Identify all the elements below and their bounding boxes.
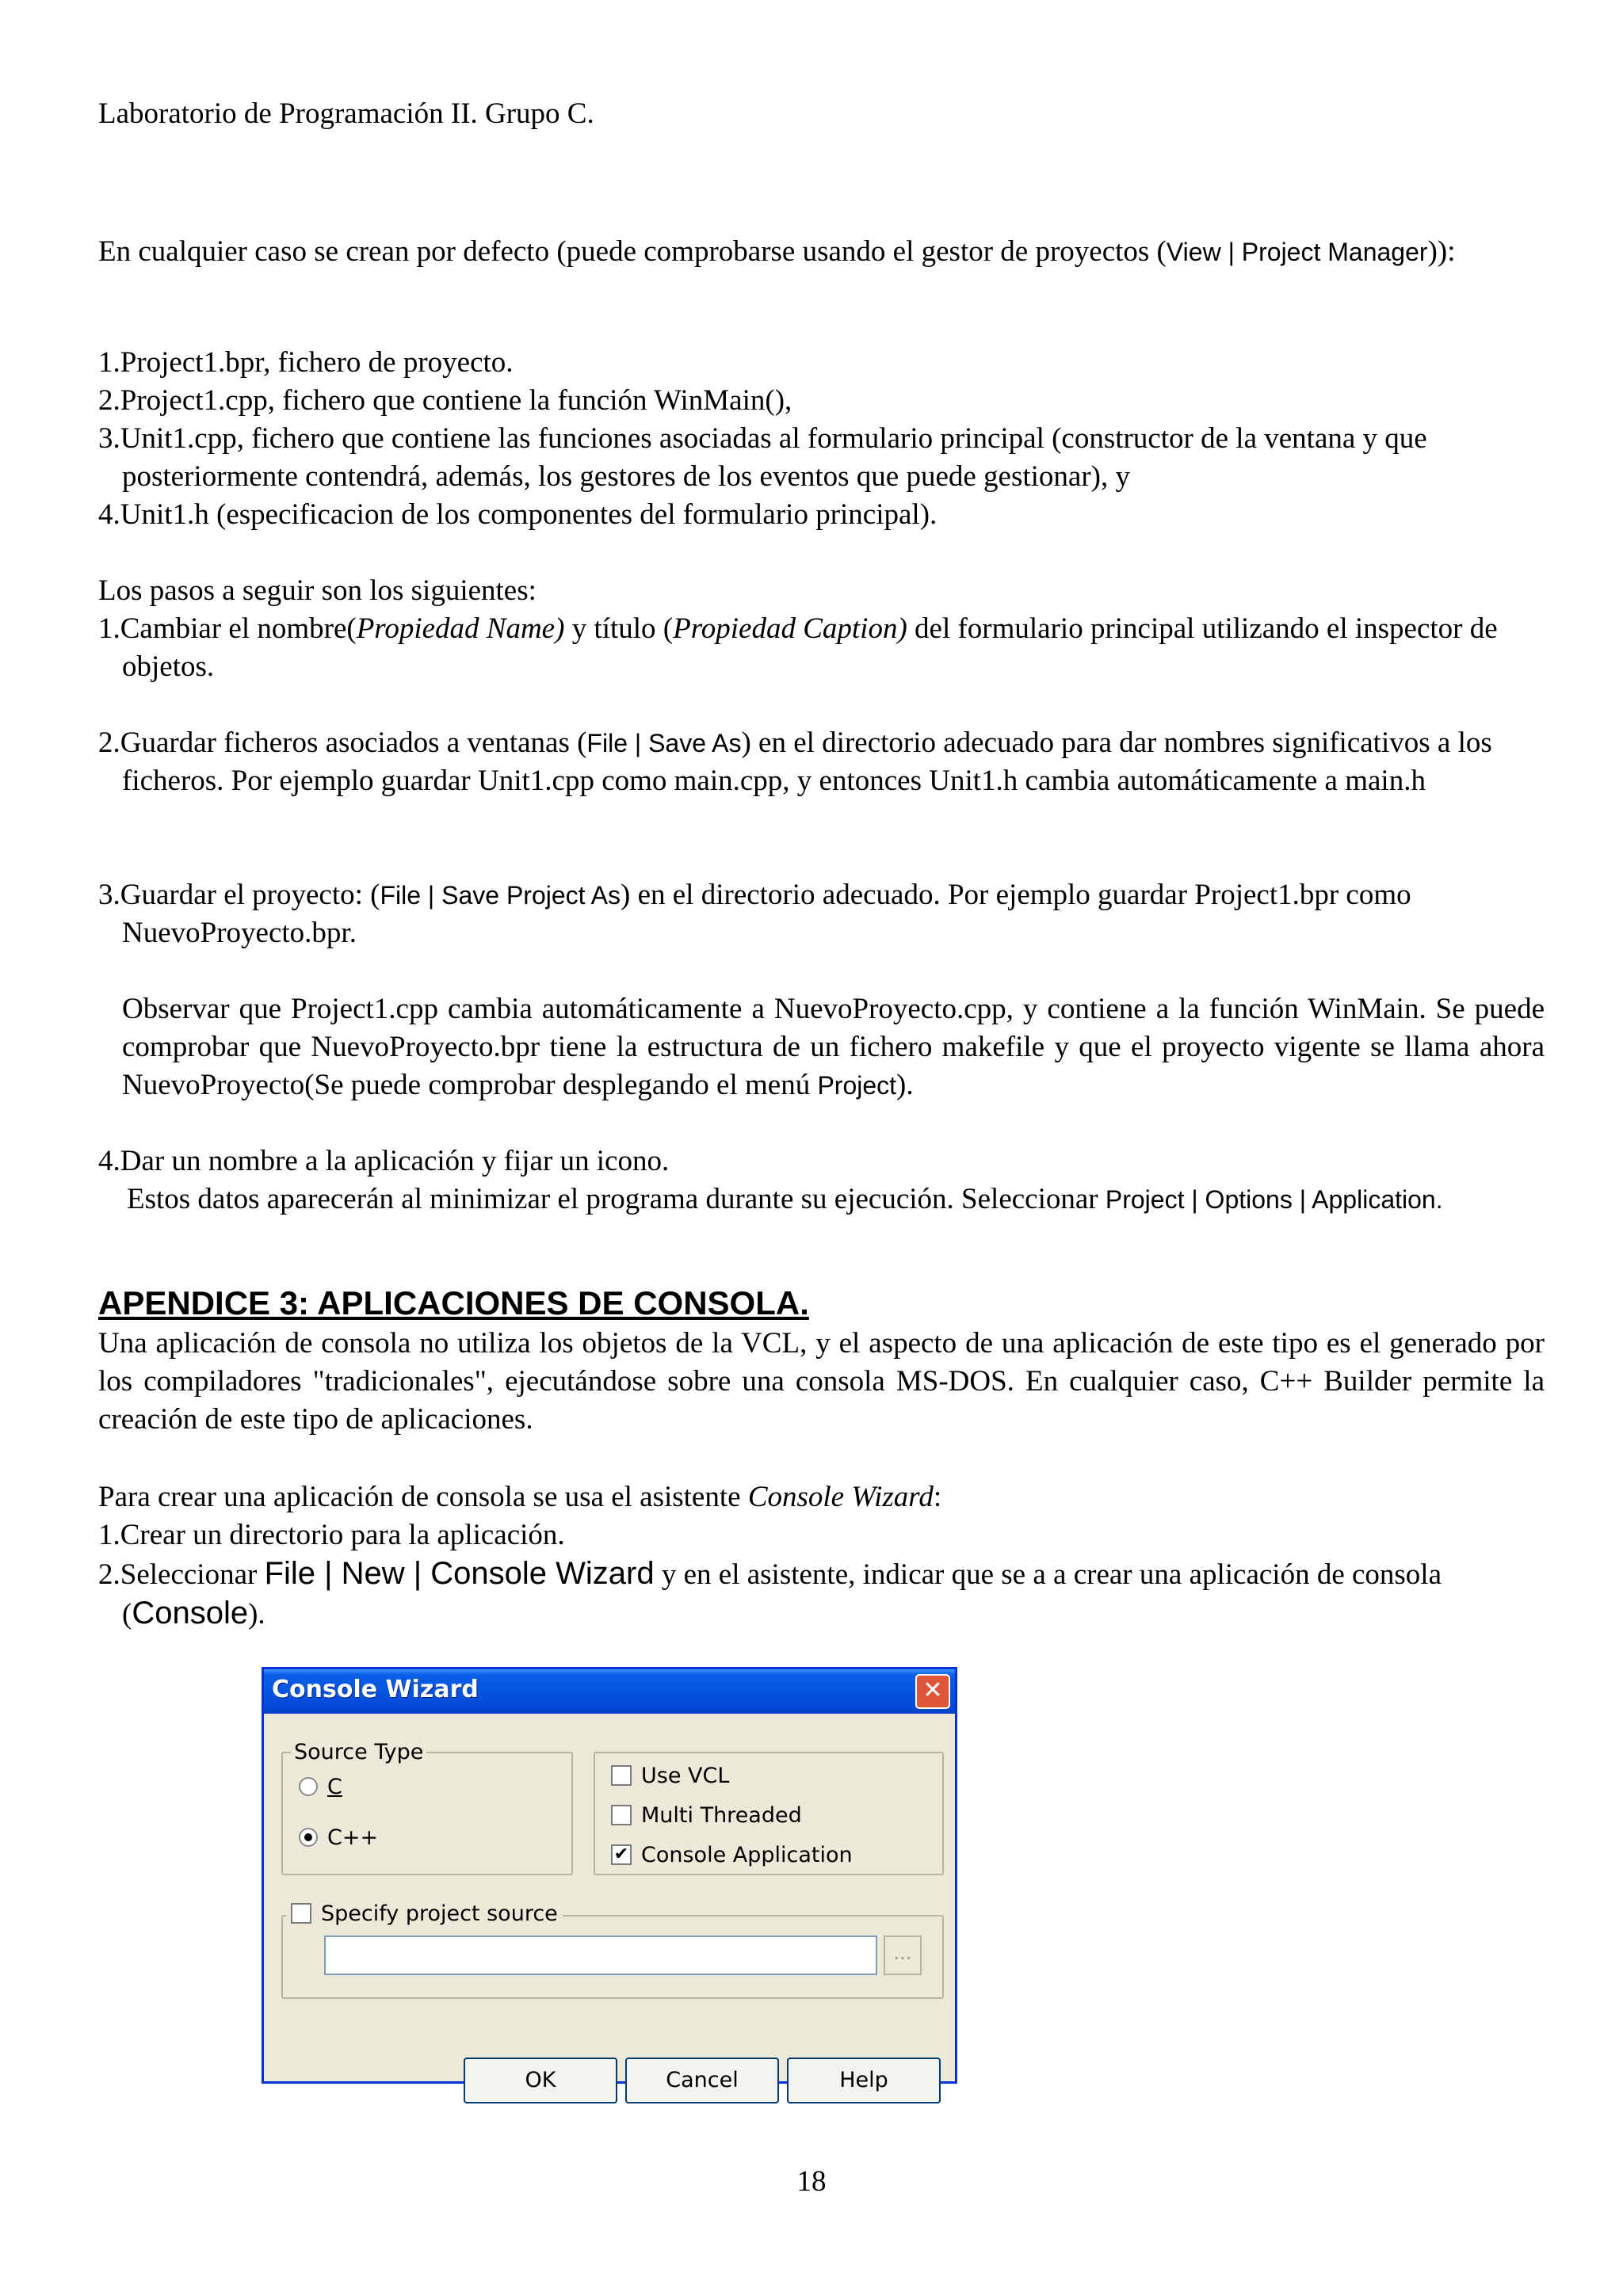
step-4-end: . — [1435, 1185, 1443, 1214]
step-4: 4.Dar un nombre a la aplicación y fijar un icono. — [98, 1145, 670, 1177]
specify-source-label: Specify project source — [321, 1901, 558, 1926]
step-2-text-2: ) en el directorio adecuado para dar nombres significativos a los ficheros. Por ejemplo guardar Unit1.cpp como main.cpp, y entonces Unit1.h cambia automáticamente a main.h — [122, 727, 1492, 797]
cancel-button[interactable]: Cancel — [625, 2058, 779, 2103]
observation-menu: Project — [817, 1071, 897, 1100]
observation-paragraph — [98, 990, 1545, 1104]
check-multi-threaded[interactable] — [611, 1802, 802, 1829]
options-group — [594, 1752, 944, 1875]
appendix-paragraph: Una aplicación de consola no utiliza los objetos de la VCL, y el aspecto de una aplicación de este tipo es el generado por los compiladores "tradicionales", ejecutándose sobre una consola MS-DOS. En cualquier caso, C++ Builder permite la creación de este tipo de aplicaciones. — [98, 1327, 1545, 1436]
step-4-menu-path: Project | Options | Application — [1105, 1185, 1436, 1214]
wizard-intro-text: Para crear una aplicación de consola se usa el asistente — [98, 1481, 748, 1513]
radio-c[interactable] — [299, 1774, 342, 1801]
step-1-text: 1.Cambiar el nombre( — [98, 612, 357, 645]
radio-c-icon[interactable] — [299, 1777, 318, 1796]
file-item-2: 2.Project1.cpp, fichero que contiene la función WinMain(), — [98, 384, 792, 417]
step-1-prop-name: Propiedad Name) — [356, 612, 565, 645]
radio-cpp-icon[interactable] — [299, 1828, 318, 1847]
steps-intro: Los pasos a seguir son los siguientes: — [98, 574, 537, 607]
specify-source-checkbox[interactable] — [291, 1903, 311, 1924]
wizard-intro — [98, 1478, 1545, 1516]
step-2-text: 2.Guardar ficheros asociados a ventanas ( — [98, 727, 587, 759]
checkmark-icon[interactable]: ✔ — [611, 1844, 632, 1865]
intro-menu-path: View | Project Manager — [1166, 238, 1428, 266]
step-2 — [98, 724, 1545, 800]
wizard-step-2-text-2: y en el asistente, indicar que se a a crear una aplicación de consola ( — [122, 1558, 1442, 1630]
intro-end: )): — [1427, 235, 1456, 268]
intro-text: En cualquier caso se crean por defecto (puede comprobarse usando el gestor de proyectos ( — [98, 235, 1167, 268]
wizard-step-2-console: Console — [132, 1596, 249, 1630]
step-4-detail-text: Estos datos aparecerán al minimizar el programa durante su ejecución. Seleccionar — [127, 1183, 1106, 1215]
step-1 — [98, 610, 1545, 686]
radio-cpp[interactable] — [299, 1825, 378, 1852]
step-2-menu-path: File | Save As — [586, 729, 742, 757]
intro-paragraph — [98, 233, 1545, 271]
ok-button[interactable]: OK — [464, 2058, 617, 2103]
close-icon[interactable]: ✕ — [915, 1674, 950, 1709]
running-header: Laboratorio de Programación II. Grupo C. — [98, 97, 594, 130]
appendix-heading: APENDICE 3: APLICACIONES DE CONSOLA. — [98, 1284, 809, 1322]
browse-button[interactable]: ... — [884, 1936, 922, 1975]
wizard-step-2-end: ). — [248, 1598, 265, 1630]
page-number: 18 — [796, 2165, 827, 2198]
source-type-group — [281, 1740, 573, 1875]
step-1-text-3: del formulario principal utilizando el inspector de objetos. — [122, 612, 1498, 683]
wizard-intro-end: : — [933, 1481, 942, 1513]
file-item-4: 4.Unit1.h (especificacion de los componentes del formulario principal). — [98, 498, 938, 531]
radio-cpp-label: C++ — [327, 1825, 379, 1850]
check-use-vcl[interactable] — [611, 1763, 729, 1790]
wizard-step-2-menu-path: File | New | Console Wizard — [264, 1556, 655, 1591]
check-console-application[interactable] — [611, 1842, 853, 1869]
wizard-intro-name: Console Wizard — [747, 1481, 934, 1513]
step-1-prop-caption: Propiedad Caption) — [673, 612, 907, 645]
use-vcl-checkbox[interactable] — [611, 1765, 632, 1786]
step-1-text-2: y título ( — [564, 612, 674, 645]
observation-end: ). — [896, 1069, 914, 1101]
console-wizard-dialog — [262, 1667, 957, 2092]
multi-threaded-checkbox[interactable] — [611, 1805, 632, 1825]
step-3-menu-path: File | Save Project As — [380, 881, 621, 910]
use-vcl-label: Use VCL — [641, 1764, 730, 1788]
observation-text: Observar que Project1.cpp cambia automáticamente a NuevoProyecto.cpp, y contiene a la función WinMain. Se puede comprobar que NuevoProyecto.bpr tiene la estructura de un fichero makefile y que el proyecto vigente se llama ahora NuevoProyecto(Se puede comprobar desplegando el menú — [122, 993, 1545, 1101]
dialog-titlebar[interactable] — [264, 1669, 955, 1714]
file-item-3: 3.Unit1.cpp, fichero que contiene las funciones asociadas al formulario principal (constructor de la ventana y que posteriormente contendrá, además, los gestores de los eventos que puede gestionar), y — [98, 422, 1427, 493]
step-3-text: 3.Guardar el proyecto: ( — [98, 879, 380, 911]
step-4-detail — [98, 1180, 1545, 1219]
check-specify-project-source[interactable] — [286, 1901, 563, 1928]
radio-c-label: C — [327, 1775, 342, 1799]
step-3-text-2: ) en el directorio adecuado. Por ejemplo guardar Project1.bpr como NuevoProyecto.bpr. — [122, 879, 1411, 949]
console-application-label: Console Application — [641, 1843, 853, 1867]
wizard-step-1: 1.Crear un directorio para la aplicación. — [98, 1519, 565, 1551]
project-source-input[interactable] — [324, 1936, 877, 1975]
step-3 — [98, 876, 1545, 952]
wizard-step-2-text: 2.Seleccionar — [98, 1558, 265, 1591]
source-type-legend: Source Type — [291, 1741, 426, 1764]
wizard-step-2 — [98, 1554, 1545, 1634]
multi-threaded-label: Multi Threaded — [641, 1803, 802, 1828]
file-item-1: 1.Project1.bpr, fichero de proyecto. — [98, 346, 514, 379]
dialog-title: Console Wizard — [272, 1676, 479, 1703]
help-button[interactable]: Help — [787, 2058, 941, 2103]
